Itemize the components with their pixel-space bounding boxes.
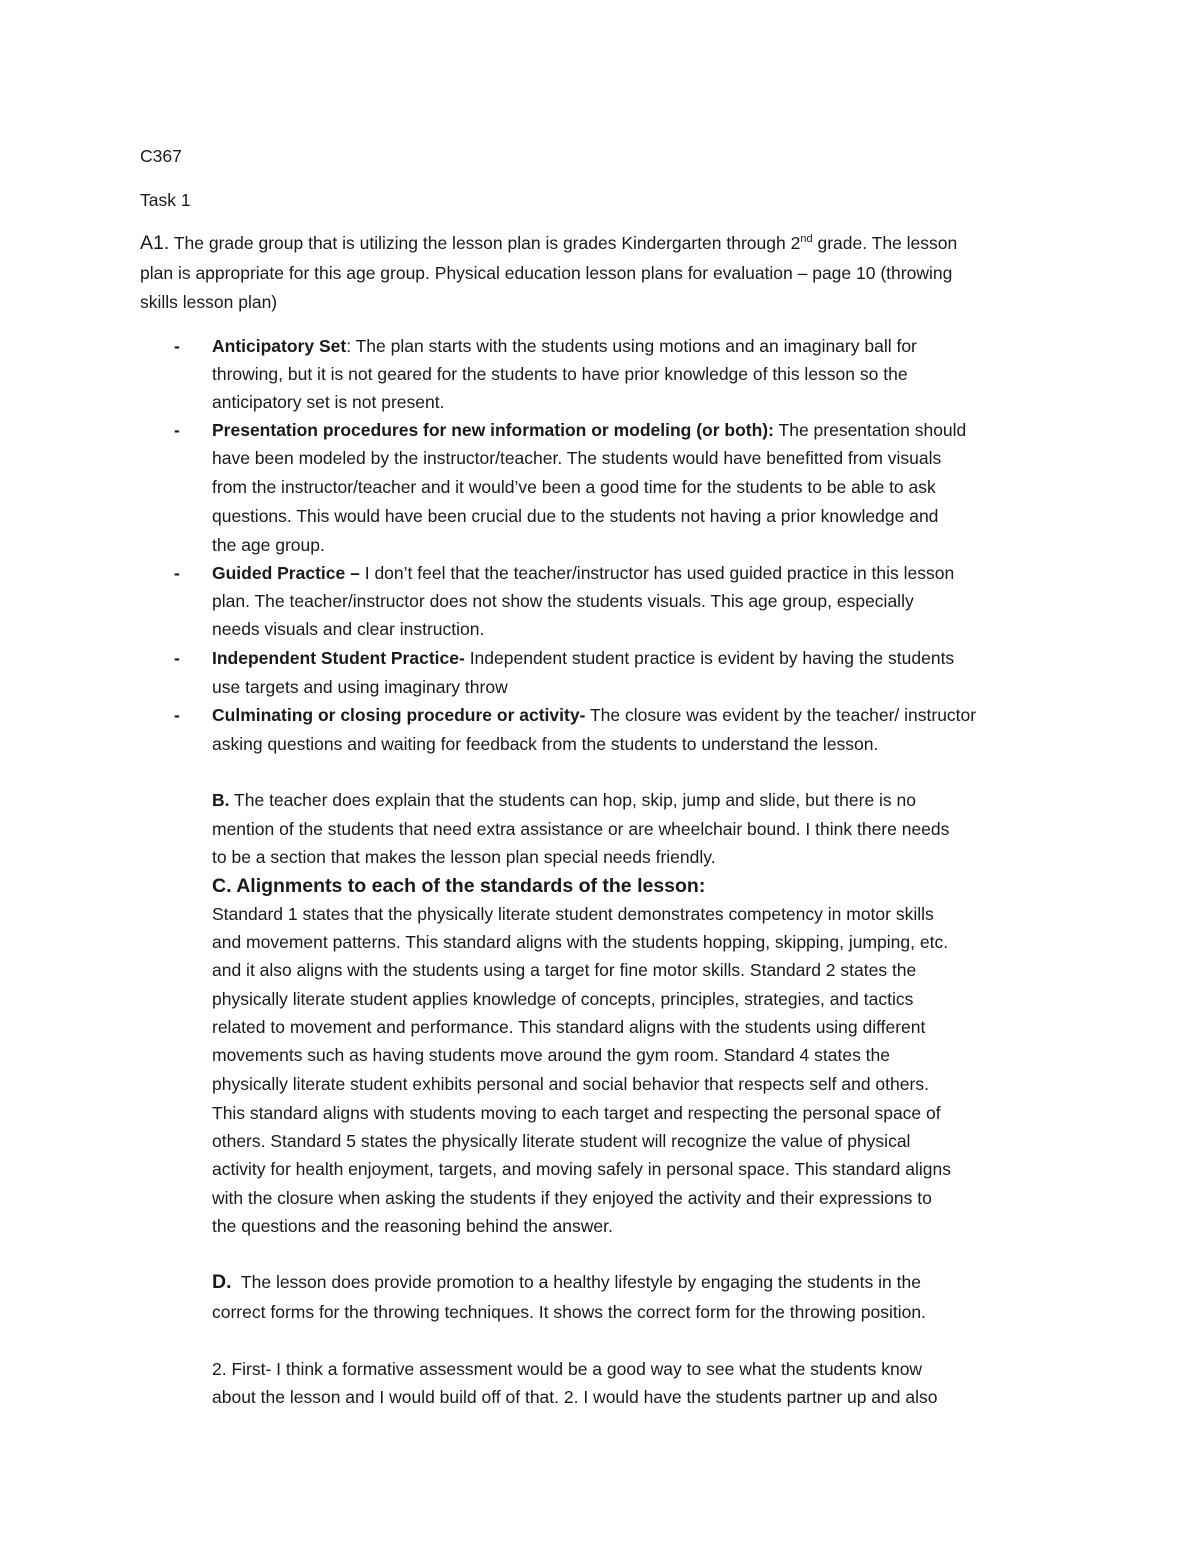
a1-superscript: nd [800, 233, 813, 246]
section-b-line-2: mention of the students that need extra assistance or are wheelchair bound. I think there needs [212, 819, 950, 839]
section-c-line: related to movement and performance. This standard aligns with the students using different [212, 1017, 926, 1037]
presentation-line-3: from the instructor/teacher and it would’ve been a good time for the students to be able to ask [212, 477, 936, 497]
section-2-line-2: about the lesson and I would build off of that. 2. I would have the students partner up and also [212, 1387, 938, 1407]
presentation-text-1: The presentation should [778, 420, 967, 440]
a1-text-1b: grade. The lesson [817, 233, 958, 253]
section-2-line-1: 2. First- I think a formative assessment would be a good way to see what the students know [212, 1359, 923, 1379]
independent-line-2: use targets and using imaginary throw [212, 677, 508, 697]
section-b-label: B. [212, 790, 230, 810]
independent-line-1 [212, 647, 954, 669]
section-c-line: physically literate student exhibits personal and social behavior that respects self and others. [212, 1074, 929, 1094]
anticipatory-line-1 [212, 335, 917, 357]
a1-label: A1. [140, 232, 170, 254]
anticipatory-text-1: : The plan starts with the students using motions and an imaginary ball for [346, 336, 917, 356]
guided-text-1: I don’t feel that the teacher/instructor has used guided practice in this lesson [364, 563, 955, 583]
anticipatory-line-2: throwing, but it is not geared for the students to have prior knowledge of this lesson so the [212, 364, 908, 384]
culminating-line-1 [212, 704, 976, 726]
presentation-line-2: have been modeled by the instructor/teacher. The students would have benefitted from visuals [212, 448, 942, 468]
section-c-line: Standard 1 states that the physically literate student demonstrates competency in motor skills [212, 904, 934, 924]
guided-line-3: needs visuals and clear instruction. [212, 619, 485, 639]
culminating-line-2: asking questions and waiting for feedback from the students to understand the lesson. [212, 734, 879, 754]
section-c-line: the questions and the reasoning behind the answer. [212, 1216, 613, 1236]
presentation-line-1 [212, 419, 966, 441]
independent-text-1: Independent student practice is evident by having the students [469, 648, 955, 668]
presentation-line-4: questions. This would have been crucial due to the students not having a prior knowledge and [212, 506, 939, 526]
section-d-text-1: The lesson does provide promotion to a healthy lifestyle by engaging the students in the [240, 1272, 921, 1292]
section-c-line: physically literate student applies knowledge of concepts, principles, strategies, and tactics [212, 989, 914, 1009]
section-c-line: with the closure when asking the students if they enjoyed the activity and their expressions to [212, 1188, 932, 1208]
section-b-line-1 [212, 789, 916, 811]
culminating-text-1: The closure was evident by the teacher/ instructor [589, 705, 977, 725]
a1-line-1 [140, 232, 957, 254]
bullet-marker: - [174, 648, 180, 668]
section-c-line: This standard aligns with students moving to each target and respecting the personal space of [212, 1103, 941, 1123]
guided-label: Guided Practice – [212, 563, 360, 583]
guided-line-2: plan. The teacher/instructor does not show the students visuals. This age group, especially [212, 591, 914, 611]
bullet-marker: - [174, 336, 180, 356]
a1-line-3: skills lesson plan) [140, 292, 278, 312]
bullet-marker: - [174, 705, 180, 725]
section-c-line: and it also aligns with the students using a target for fine motor skills. Standard 2 states the [212, 960, 917, 980]
section-c-line: and movement patterns. This standard aligns with the students hopping, skipping, jumping, etc. [212, 932, 949, 952]
presentation-label: Presentation procedures for new information or modeling (or both): [212, 420, 774, 440]
independent-label: Independent Student Practice- [212, 648, 465, 668]
course-code: C367 [140, 146, 182, 166]
a1-text-1a: The grade group that is utilizing the lesson plan is grades Kindergarten through 2 [173, 233, 801, 253]
section-b-line-3: to be a section that makes the lesson plan special needs friendly. [212, 847, 716, 867]
guided-line-1 [212, 562, 954, 584]
task-title: Task 1 [140, 190, 191, 210]
a1-line-2: plan is appropriate for this age group. Physical education lesson plans for evaluation – page 10 (throwing [140, 263, 953, 283]
section-c-line: movements such as having students move around the gym room. Standard 4 states the [212, 1045, 891, 1065]
section-b-text-1: The teacher does explain that the students can hop, skip, jump and slide, but there is no [234, 790, 916, 810]
anticipatory-line-3: anticipatory set is not present. [212, 392, 445, 412]
section-c-line: others. Standard 5 states the physically literate student will recognize the value of physical [212, 1131, 911, 1151]
bullet-marker: - [174, 420, 180, 440]
section-c-heading: C. Alignments to each of the standards of the lesson: [212, 875, 706, 897]
presentation-line-5: the age group. [212, 535, 325, 555]
bullet-marker: - [174, 563, 180, 583]
section-d-label: D. [212, 1271, 232, 1293]
culminating-label: Culminating or closing procedure or activity- [212, 705, 586, 725]
section-c-line: activity for health enjoyment, targets, and moving safely in personal space. This standard aligns [212, 1159, 951, 1179]
anticipatory-label: Anticipatory Set [212, 336, 347, 356]
section-d-line-1 [212, 1271, 921, 1293]
section-d-line-2: correct forms for the throwing techniques. It shows the correct form for the throwing position. [212, 1302, 926, 1322]
